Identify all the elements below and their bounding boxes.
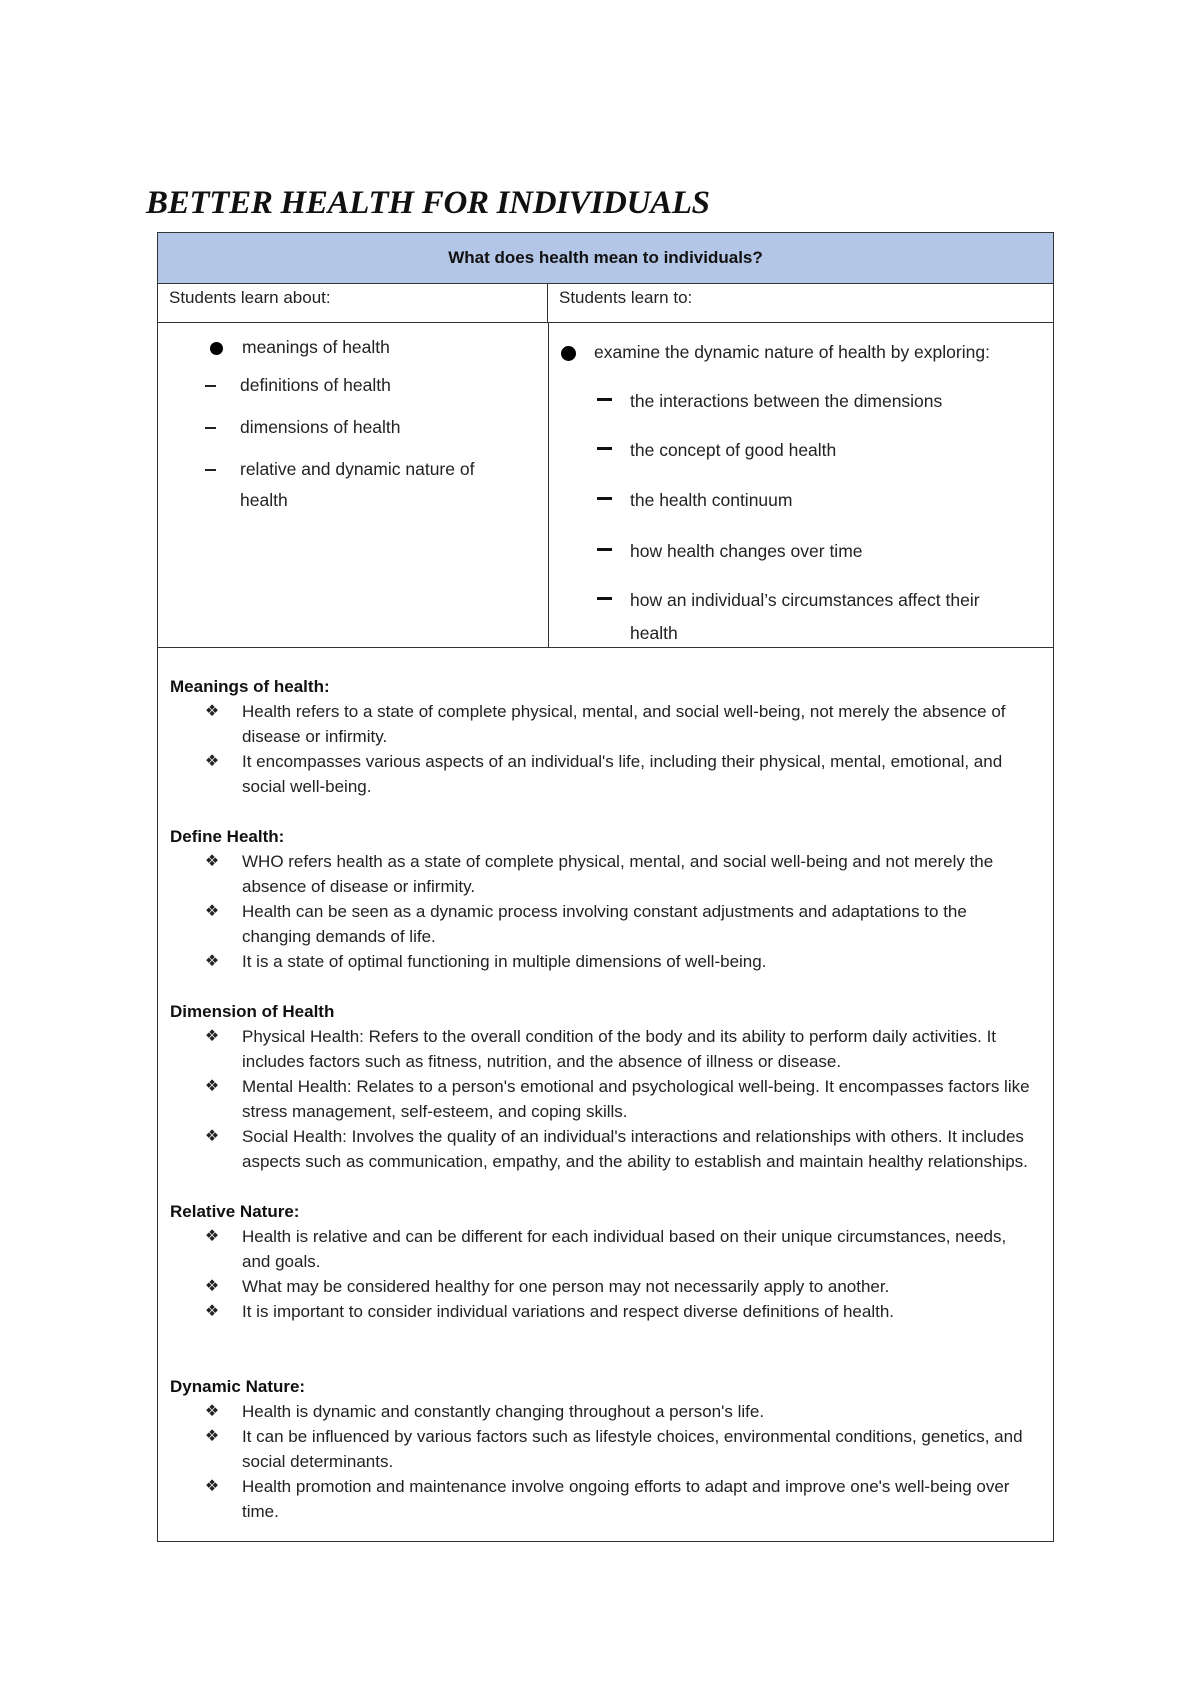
section-define [170,824,1041,974]
table-subheader-row [158,284,1053,323]
list-item-text: Social Health: Involves the quality of an individual's interactions and relationships with others. It includes aspects such as communication, empathy, and the ability to establish and maintain healthy relationships. [242,1127,1028,1171]
list-item [170,1074,1041,1124]
bullet-dot-icon [561,346,576,361]
list-item [170,1124,1041,1174]
sub-item: the health continuum [630,490,793,510]
list-item [170,1024,1041,1074]
list-item-text: What may be considered healthy for one person may not necessarily apply to another. [242,1277,890,1296]
section-title: Define Health: [170,827,285,846]
diamond-bullet-icon: ❖ [204,1303,220,1320]
sub-item: the interactions between the dimensions [630,391,943,411]
diamond-bullet-icon: ❖ [204,1028,220,1045]
list-item-text: Mental Health: Relates to a person's emotional and psychological well-being. It encompasses factors like stress management, self-esteem, and coping skills. [242,1077,1030,1121]
section-meanings [170,674,1041,799]
section-relative [170,1199,1041,1324]
list-item-text: Health is relative and can be different for each individual based on their unique circumstances, needs, and goals. [242,1227,1007,1271]
table-heading: What does health mean to individuals? [158,233,1053,284]
diamond-bullet-icon: ❖ [204,1228,220,1245]
document-title: BETTER HEALTH FOR INDIVIDUALS [146,185,710,221]
dash-icon [205,385,216,387]
dash-icon [597,597,612,600]
section-title: Dynamic Nature: [170,1377,306,1396]
main-item: meanings of health [242,337,390,357]
diamond-bullet-icon: ❖ [204,1278,220,1295]
list-item-text: Health can be seen as a dynamic process involving constant adjustments and adaptations to the changing demands of life. [242,902,967,946]
sub-item: the concept of good health [630,440,837,460]
sub-item: relative and dynamic nature of [240,459,475,479]
sub-item-continued: health [240,490,288,510]
section-dimension [170,999,1041,1174]
sub-item: how health changes over time [630,541,863,561]
list-item-text: Health is dynamic and constantly changing throughout a person's life. [242,1402,765,1421]
table-content-row [158,323,1053,648]
list-item [170,699,1041,749]
list-item-text: Health promotion and maintenance involve ongoing efforts to adapt and improve one's well-being over time. [242,1477,1010,1521]
learn-to-header: Students learn to: [559,288,693,307]
list-item [170,1224,1041,1274]
diamond-bullet-icon: ❖ [204,703,220,720]
diamond-bullet-icon: ❖ [204,1128,220,1145]
list-item-text: WHO refers health as a state of complete physical, mental, and social well-being and not merely the absence of disease or infirmity. [242,852,994,896]
list-item-text: It is a state of optimal functioning in multiple dimensions of well-being. [242,952,767,971]
diamond-bullet-icon: ❖ [204,953,220,970]
notes-cell [158,648,1053,1541]
syllabus-table [157,232,1054,1542]
learn-about-cell [158,323,549,647]
list-item [170,1474,1041,1524]
section-title: Relative Nature: [170,1202,300,1221]
sub-item: dimensions of health [240,417,401,437]
dash-icon [597,447,612,450]
list-item [170,1274,1041,1299]
dash-icon [597,497,612,500]
sub-item: definitions of health [240,375,391,395]
section-title: Dimension of Health [170,1002,335,1021]
list-item [170,849,1041,899]
list-item [170,949,1041,974]
bullet-dot-icon [210,342,223,355]
diamond-bullet-icon: ❖ [204,853,220,870]
dash-icon [205,427,216,429]
list-item-text: It is important to consider individual variations and respect diverse definitions of health. [242,1302,895,1321]
list-item-text: It encompasses various aspects of an individual's life, including their physical, mental, emotional, and social well-being. [242,752,1003,796]
diamond-bullet-icon: ❖ [204,903,220,920]
list-item-text: Health refers to a state of complete physical, mental, and social well-being, not merely the absence of disease or infirmity. [242,702,1006,746]
section-title: Meanings of health: [170,677,330,696]
sub-item: how an individual’s circumstances affect their [630,590,980,610]
list-item-text: Physical Health: Refers to the overall condition of the body and its ability to perform daily activities. It includes factors such as fitness, nutrition, and the absence of illness or disease. [242,1027,997,1071]
diamond-bullet-icon: ❖ [204,1078,220,1095]
list-item [170,1399,1041,1424]
diamond-bullet-icon: ❖ [204,1403,220,1420]
list-item-text: It can be influenced by various factors such as lifestyle choices, environmental conditions, genetics, and social determinants. [242,1427,1023,1471]
learn-about-header: Students learn about: [158,284,548,322]
list-item [170,749,1041,799]
learn-to-cell [549,323,1053,647]
dash-icon [205,469,216,471]
sub-item-continued: health [630,623,678,643]
section-dynamic [170,1374,1041,1524]
dash-icon [597,548,612,551]
dash-icon [597,398,612,401]
list-item [170,899,1041,949]
list-item [170,1424,1041,1474]
main-item: examine the dynamic nature of health by exploring: [594,342,990,362]
diamond-bullet-icon: ❖ [204,753,220,770]
diamond-bullet-icon: ❖ [204,1428,220,1445]
list-item [170,1299,1041,1324]
diamond-bullet-icon: ❖ [204,1478,220,1495]
